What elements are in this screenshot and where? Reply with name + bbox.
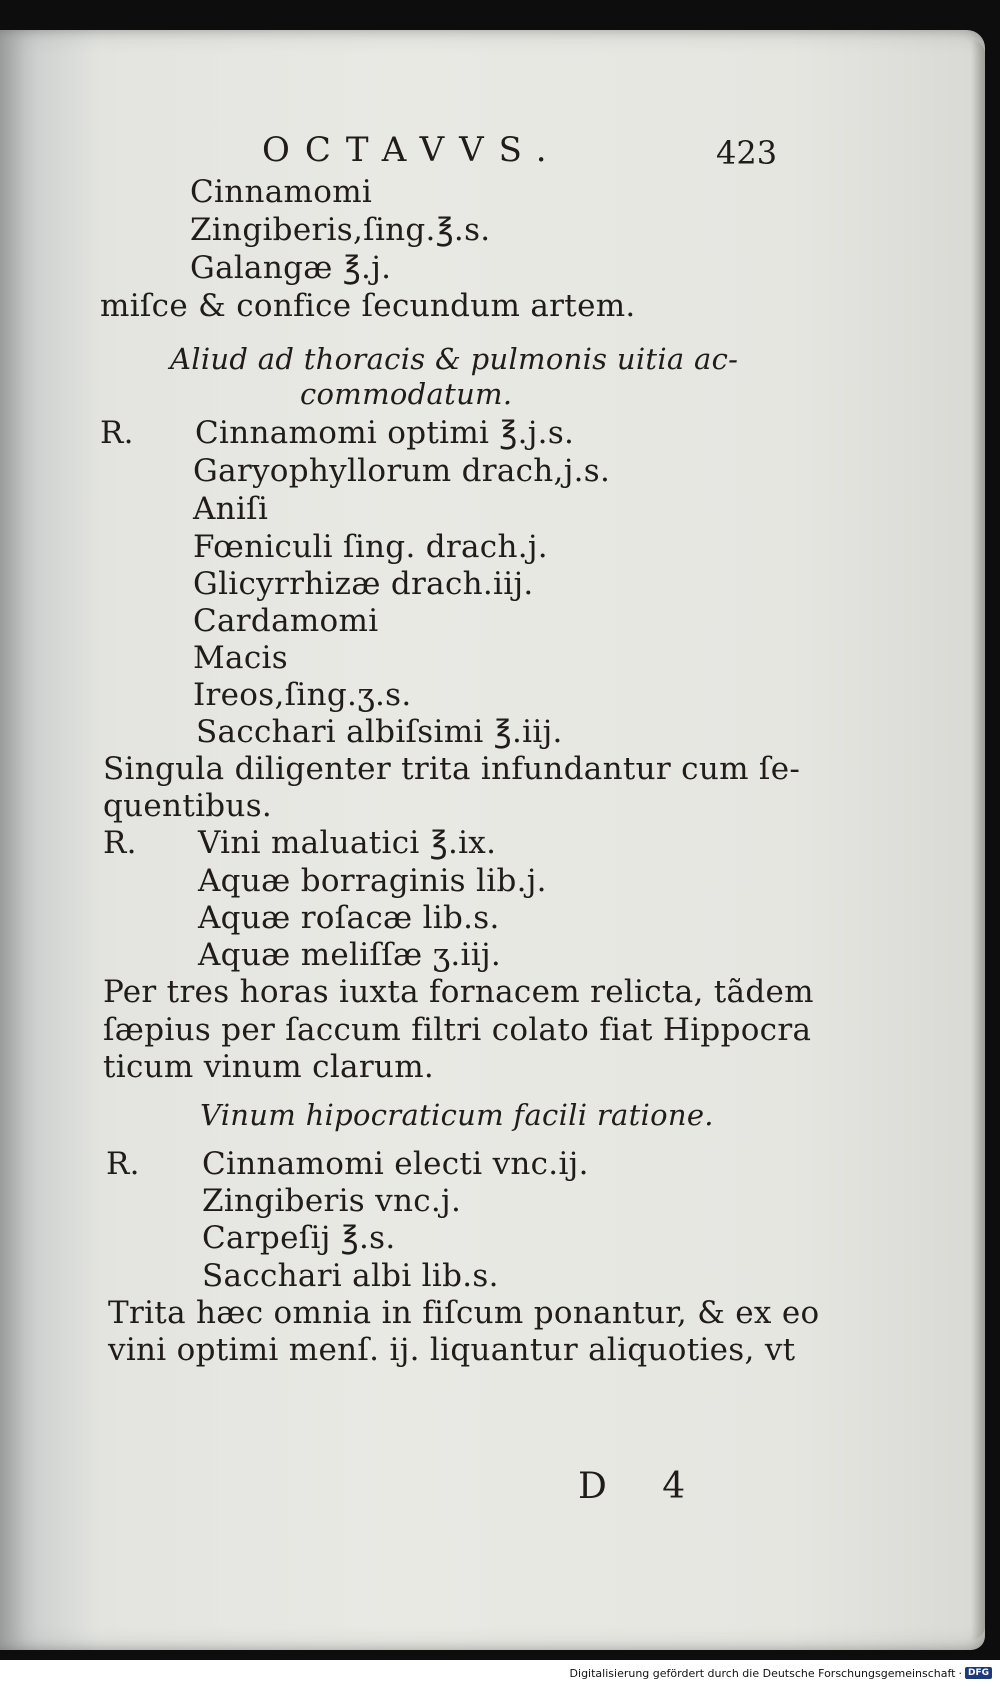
text-line: ticum vinum clarum.: [103, 1049, 435, 1085]
text-line: Trita hæc omnia in fiſcum ponantur, & ex eo: [108, 1295, 820, 1331]
running-title: OCTAVVS.: [262, 130, 562, 170]
text-line: Zingiberis,ſing.℥.s.: [190, 212, 491, 248]
text-line: Garyophyllorum drach,j.s.: [193, 453, 611, 489]
text-line: Zingiberis vnc.j.: [202, 1183, 462, 1219]
book-page: [0, 30, 985, 1650]
text-line: Vini maluatici ℥.ix.: [198, 825, 497, 861]
recipe-mark: R.: [100, 415, 134, 451]
text-line: Cardamomi: [193, 603, 379, 639]
dfg-logo-icon: DFG: [965, 1667, 992, 1679]
text-line: Sacchari albi lib.s.: [202, 1258, 499, 1294]
text-line: Singula diligenter trita infundantur cum ſe-: [103, 751, 801, 787]
text-line: Cinnamomi electi vnc.ij.: [202, 1146, 589, 1182]
text-line: Aniſi: [193, 491, 269, 527]
text-line: Sacchari albiſsimi ℥.iij.: [196, 714, 563, 750]
recipe-mark: R.: [103, 825, 137, 861]
text-line: vini optimi menſ. ij. liquantur aliquoties, vt: [108, 1332, 796, 1368]
text-line: Aquæ borraginis lib.j.: [198, 863, 547, 899]
text-line: Cinnamomi optimi ℥.j.s.: [195, 415, 575, 451]
credit-text: Digitalisierung gefördert durch die Deutsche Forschungsgemeinschaft: [569, 1666, 956, 1680]
section-heading: Aliud ad thoracis & pulmonis uitia ac-: [170, 342, 739, 376]
section-heading: Vinum hipocraticum facili ratione.: [200, 1098, 714, 1132]
text-line: Carpeſij ℥.s.: [202, 1220, 396, 1256]
text-line: Fœniculi ſing. drach.j.: [193, 529, 548, 565]
signature-mark: D 4: [578, 1466, 708, 1507]
text-line: Cinnamomi: [190, 174, 373, 210]
page-number: 423: [716, 134, 778, 172]
text-line: Glicyrrhizæ drach.iij.: [193, 566, 534, 602]
section-heading: commodatum.: [300, 377, 513, 411]
page-edge-shadow: [971, 40, 985, 1640]
text-line: Galangæ ℥.j.: [190, 250, 392, 286]
text-line: miſce & confice ſecundum artem.: [100, 288, 636, 324]
text-line: Aquæ meliſſæ ʒ.iij.: [198, 937, 502, 973]
text-line: Aquæ roſacæ lib.s.: [198, 900, 500, 936]
text-line: ſæpius per ſaccum filtri colato fiat Hippocra: [103, 1012, 812, 1048]
digitization-credit: Digitalisierung gefördert durch die Deutsche Forschungsgemeinschaft · DFG: [570, 1663, 992, 1683]
text-line: Macis: [193, 640, 288, 676]
text-line: Ireos,ſing.ʒ.s.: [193, 677, 412, 713]
recipe-mark: R.: [106, 1146, 140, 1182]
text-line: Per tres horas iuxta fornacem relicta, tãdem: [103, 974, 814, 1010]
text-line: quentibus.: [103, 788, 273, 824]
